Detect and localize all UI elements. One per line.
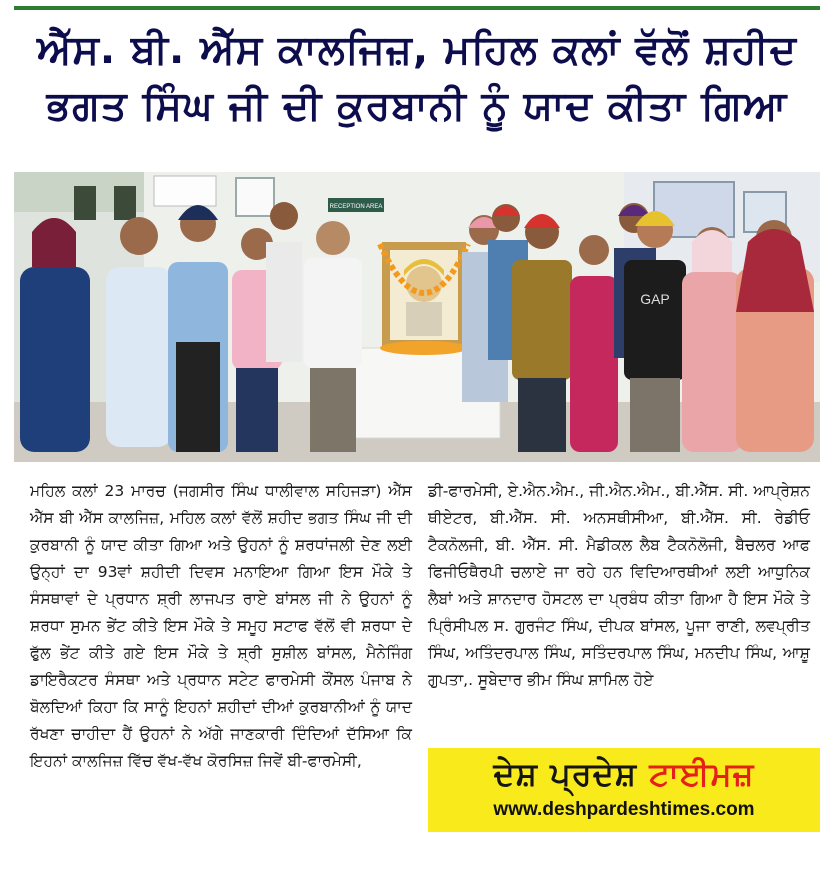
publication-title-dark: ਦੇਸ਼ ਪ੍ਰਦੇਸ਼ xyxy=(493,755,638,793)
headline-line-1: ਐੱਸ. ਬੀ. ਐੱਸ ਕਾਲਜਿਜ਼, ਮਹਿਲ ਕਲਾਂ ਵੱਲੋਂ ਸ਼ਹੀਦ xyxy=(37,27,797,73)
headline-line-2: ਭਗਤ ਸਿੰਘ ਜੀ ਦੀ ਕੁਰਬਾਨੀ ਨੂੰ ਯਾਦ ਕੀਤਾ ਗਿਆ xyxy=(46,83,788,129)
shirt-text: GAP xyxy=(640,291,670,307)
event-photo-illustration xyxy=(14,172,820,462)
event-photo xyxy=(14,172,820,462)
publication-title xyxy=(428,752,820,796)
article-left-column: ਮਹਿਲ ਕਲਾਂ 23 ਮਾਰਚ (ਜਗਸੀਰ ਸਿੰਘ ਧਾਲੀਵਾਲ ਸਹਿਜੜਾ) ਐੱਸ ਐੱਸ ਬੀ ਐੱਸ ਕਾਲਜਿਜ਼, ਮਹਿਲ ਕਲਾਂ ਵੱਲੋਂ ਸ਼ਹੀਦ ਭਗਤ ਸਿੰਘ ਜੀ ਦੀ ਕੁਰਬਾਨੀ ਨੂੰ ਯਾਦ ਕੀਤਾ ਗਿਆ ਅਤੇ ਉਹਨਾਂ ਨੂੰ ਸ਼ਰਧਾਂਜਲੀ ਦੇਣ ਲਈ ਉਨ੍ਹਾਂ ਦਾ 93ਵਾਂ ਸ਼ਹੀਦੀ ਦਿਵਸ ਮਨਾਇਆ ਗਿਆ ਇਸ ਮੌਕੇ ਤੇ ਸੰਸਥਾਵਾਂ ਦੇ ਪ੍ਰਧਾਨ ਸ਼੍ਰੀ ਲਾਜਪਤ ਰਾਏ ਬਾਂਸਲ ਜੀ ਨੇ ਉਹਨਾਂ ਨੂੰ ਸ਼ਰਧਾ ਸੁਮਨ ਭੇਂਟ ਕੀਤੇ ਇਸ ਮੌਕੇ ਤੇ ਸਮੂਹ ਸਟਾਫ ਵੱਲੋਂ ਵੀ ਸ਼ਰਧਾ ਦੇ ਫੁੱਲ ਭੇਂਟ ਕੀਤੇ ਗਏ ਇਸ ਮੌਕੇ ਤੇ ਸ਼੍ਰੀ ਸੁਸ਼ੀਲ ਬਾਂਸਲ, ਮੈਨੇਜਿੰਗ ਡਾਇਰੈਕਟਰ ਸੰਸਥਾ ਅਤੇ ਪ੍ਰਧਾਨ ਸਟੇਟ ਫਾਰਮੇਸੀ ਕੌਂਸਲ ਪੰਜਾਬ ਨੇ ਬੋਲਦਿਆਂ ਕਿਹਾ ਕਿ ਸਾਨੂੰ ਇਹਨਾਂ ਸ਼ਹੀਦਾਂ ਦੀਆਂ ਕੁਰਬਾਨੀਆਂ ਨੂੰ ਯਾਦ ਰੱਖਣਾ ਚਾਹੀਦਾ ਹੈਂ ਉਹਨਾਂ ਨੇ ਅੱਗੇ ਜਾਣਕਾਰੀ ਦਿੰਦਿਆਂ ਦੱਸਿਆ ਕਿ ਇਹਨਾਂ ਕਾਲਜਿਜ਼ ਵਿੱਚ ਵੱਖ-ਵੱਖ ਕੋਰਸਿਜ਼ ਜਿਵੇਂ ਬੀ-ਫਾਰਮੇਸੀ, xyxy=(30,482,412,770)
publication-banner xyxy=(428,748,820,832)
publication-url: www.deshpardeshtimes.com xyxy=(493,799,755,820)
headline xyxy=(0,22,834,134)
publication-title-red: ਟਾਈਮਜ਼ xyxy=(649,755,755,793)
reception-sign: RECEPTION AREA xyxy=(329,204,383,210)
article-right-column: ਡੀ-ਫਾਰਮੇਸੀ, ਏ.ਐਨ.ਐਮ., ਜੀ.ਐਨ.ਐਮ., ਬੀ.ਐੱਸ. ਸੀ. ਆਪ੍ਰੇਸ਼ਨ ਥੀਏਟਰ, ਬੀ.ਐੱਸ. ਸੀ. ਅਨਸਥੀਸੀਆ, ਬੀ.ਐੱਸ. ਸੀ. ਰੇਡੀਓ ਟੈਕਨੋਲਜੀ, ਬੀ. ਐੱਸ. ਸੀ. ਮੈਡੀਕਲ ਲੈਬ ਟੈਕਨੋਲੋਜੀ, ਬੈਚਲਰ ਆਫ ਫਿਜੀਓਥੈਰਪੀ ਚਲਾਏ ਜਾ ਰਹੇ ਹਨ ਵਿਦਿਆਰਥੀਆਂ ਲਈ ਆਧੁਨਿਕ ਲੈਬਾਂ ਅਤੇ ਸ਼ਾਨਦਾਰ ਹੋਸਟਲ ਦਾ ਪ੍ਰਬੰਧ ਕੀਤਾ ਗਿਆ ਹੈ ਇਸ ਮੌਕੇ ਤੇ ਪ੍ਰਿੰਸੀਪਲ ਸ. ਗੁਰਜੰਟ ਸਿੰਘ, ਦੀਪਕ ਬਾਂਸਲ, ਪੂਜਾ ਰਾਣੀ, ਲਵਪ੍ਰੀਤ ਸਿੰਘ, ਅਤਿੰਦਰਪਾਲ ਸਿੰਘ, ਸਤਿੰਦਰਪਾਲ ਸਿੰਘ, ਮਨਦੀਪ ਸਿੰਘ, ਆਸ਼ੂ ਗੁਪਤਾ,. ਸੂਬੇਦਾਰ ਭੀਮ ਸਿੰਘ ਸ਼ਾਮਿਲ ਹੋਏ xyxy=(428,482,810,689)
top-rule xyxy=(14,6,820,10)
